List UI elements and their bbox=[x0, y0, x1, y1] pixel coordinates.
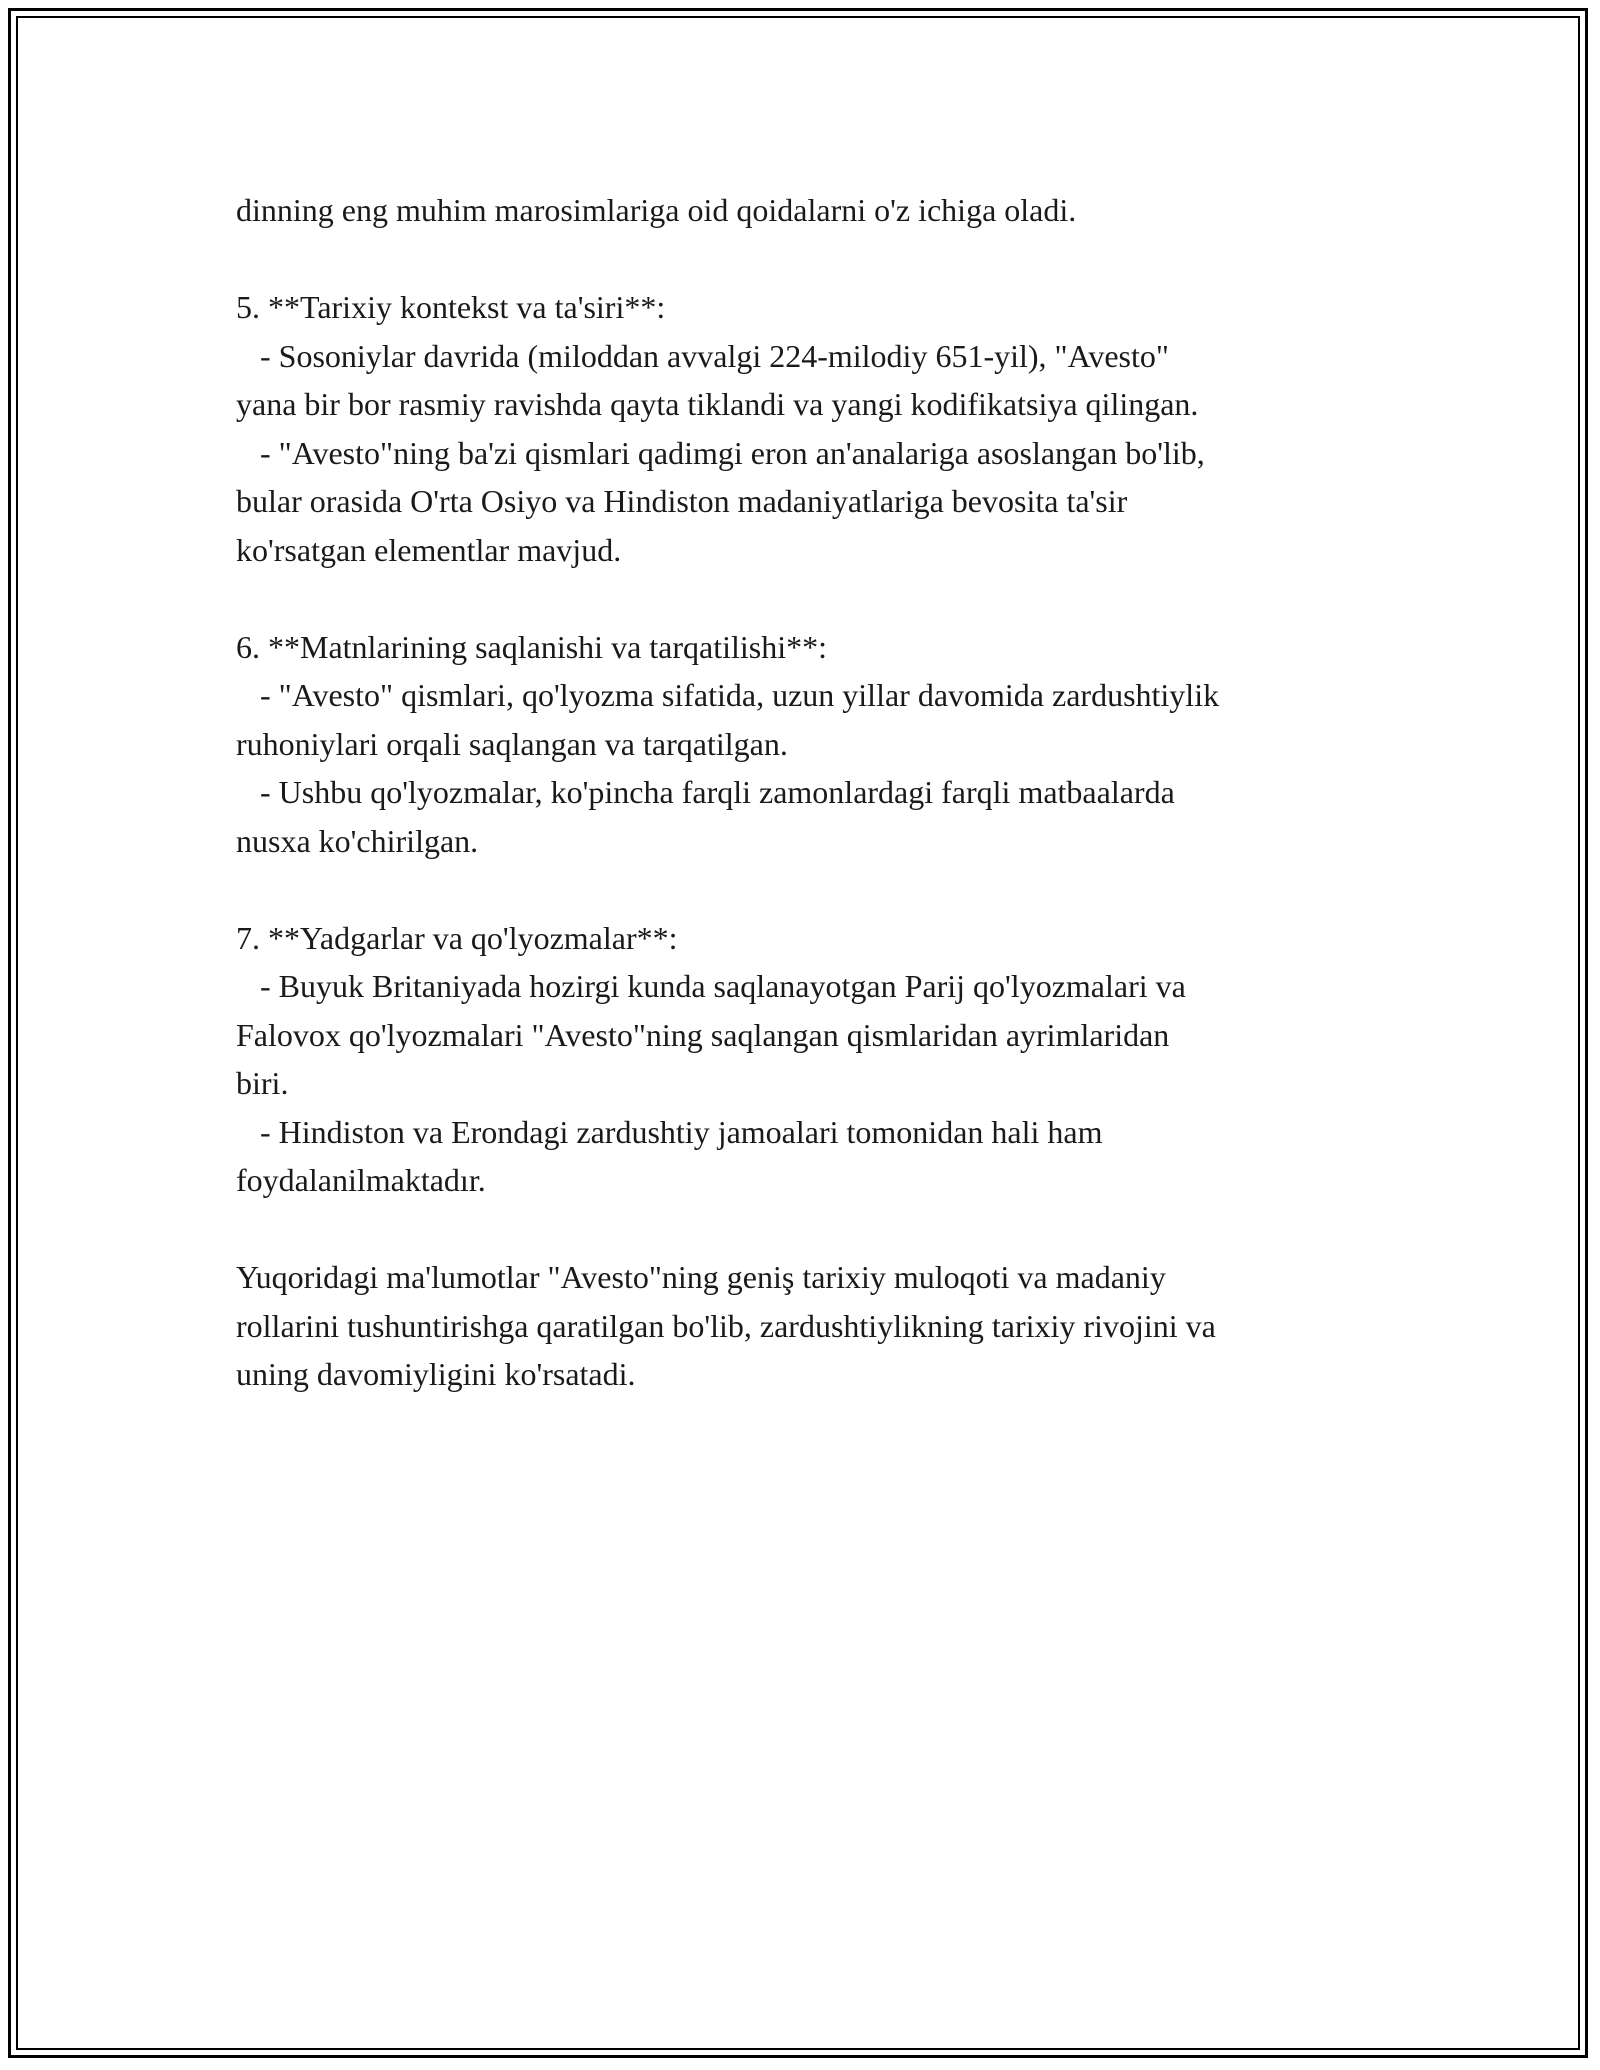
section-line: ko'rsatgan elementlar mavjud. bbox=[236, 531, 622, 568]
section-heading: 7. **Yadgarlar va qo'lyozmalar**: bbox=[236, 919, 678, 956]
section-heading: 5. **Tarixiy kontekst va ta'siri**: bbox=[236, 289, 666, 325]
section-line: - Sosoniylar davrida (miloddan avvalgi 224-milodiy 651-yil), "Avesto" bbox=[236, 337, 1169, 374]
section-line: ruhoniylari orqali saqlangan va tarqatilgan. bbox=[236, 725, 788, 762]
paragraph-spacer bbox=[236, 235, 1416, 284]
document-body bbox=[236, 186, 1416, 1399]
section-line: nusxa ko'chirilgan. bbox=[236, 822, 479, 859]
paragraph-spacer bbox=[236, 865, 1416, 914]
section-line: - Ushbu qo'lyozmalar, ko'pincha farqli zamonlardagi farqli matbaalarda bbox=[236, 774, 1175, 810]
section-line: bular orasida O'rta Osiyo va Hindiston madaniyatlariga bevosita ta'sir bbox=[236, 483, 1128, 519]
conclusion-line: uning davomiyligini ko'rsatadi. bbox=[236, 1356, 636, 1392]
section-line: foydalanilmaktadır. bbox=[236, 1162, 486, 1198]
paragraph-spacer bbox=[236, 574, 1416, 623]
section-line: Falovox qo'lyozmalari "Avesto"ning saqlangan qismlaridan ayrimlaridan bbox=[236, 1016, 1170, 1053]
paragraph-spacer bbox=[236, 1205, 1416, 1254]
section-line: - "Avesto" qismlari, qo'lyozma sifatida, uzun yillar davomida zardushtiylik bbox=[236, 677, 1220, 713]
section-line: biri. bbox=[236, 1065, 289, 1101]
conclusion-line: Yuqoridagi ma'lumotlar "Avesto"ning geniş tarixiy muloqoti va madaniy bbox=[236, 1259, 1166, 1295]
intro-line: dinning eng muhim marosimlariga oid qoidalarni o'z ichiga oladi. bbox=[236, 192, 1077, 228]
section-line: - Buyuk Britaniyada hozirgi kunda saqlanayotgan Parij qo'lyozmalari va bbox=[236, 968, 1186, 1004]
section-line: - "Avesto"ning ba'zi qismlari qadimgi eron an'analariga asoslangan bo'lib, bbox=[236, 434, 1205, 471]
section-line: yana bir bor rasmiy ravishda qayta tiklandi va yangi kodifikatsiya qilingan. bbox=[236, 386, 1199, 422]
conclusion-line: rollarini tushuntirishga qaratilgan bo'lib, zardushtiylikning tarixiy rivojini va bbox=[236, 1307, 1216, 1344]
section-heading: 6. **Matnlarining saqlanishi va tarqatilishi**: bbox=[236, 628, 828, 665]
section-line: - Hindiston va Erondagi zardushtiy jamoalari tomonidan hali ham bbox=[236, 1113, 1103, 1150]
